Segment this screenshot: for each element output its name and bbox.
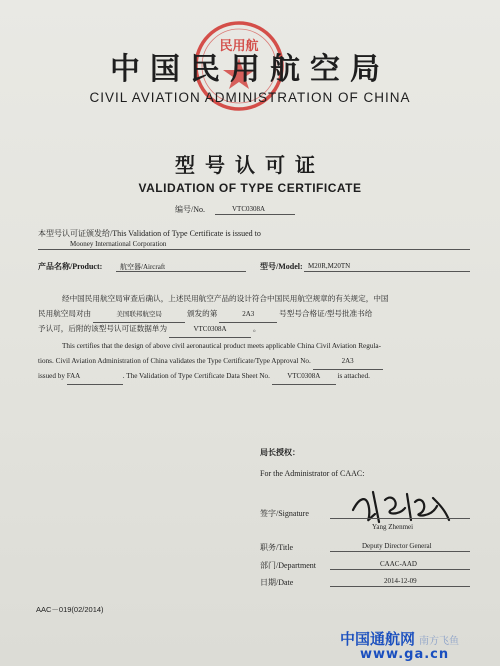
form-number: AAC－019(02/2014) (36, 605, 104, 614)
model-value: M20R,M20TN (308, 262, 351, 270)
para-cn-line2: 民用航空局对由 美国联邦航空局 颁发的第 2A3 号型号合格证/型号批准书给 (38, 306, 468, 323)
watermark-name: 中国通航网 (340, 630, 416, 648)
para-cn-tc-number: 2A3 (219, 307, 277, 323)
title-value: Deputy Director General (362, 542, 432, 550)
model-label: 型号/Model: (260, 262, 303, 271)
number-label: 编号/No. (175, 205, 205, 214)
product-label: 产品名称/Product: (38, 262, 103, 271)
para-en-issuer: FAA (67, 369, 123, 385)
authority-cn: 局长授权： (260, 448, 300, 457)
doc-title-cn: 型号认可证 (175, 153, 325, 177)
number-value: VTC0308A (232, 205, 266, 213)
para-en-line1: This certifies that the design of above civil aeronautical product meets applicable China Civil Aviation Regula- (62, 342, 382, 350)
para-en-line2: tions. Civil Aviation Administration of China validates the Type Certificate/Type Approval No. 2A3 (38, 354, 468, 370)
watermark-logo (340, 628, 459, 649)
department-value: CAAC-AAD (380, 560, 417, 568)
watermark-alt: 南方飞鱼 (419, 636, 460, 647)
authority-en: For the Administrator of CAAC: (260, 469, 365, 478)
department-label: 部门/Department (260, 561, 316, 570)
para-en-datasheet-number: VTC0308A (272, 369, 336, 385)
watermark-url: www.ga.cn (360, 647, 450, 662)
signature-name: Yang Zhenmei (372, 523, 414, 531)
title-label: 职务/Title (260, 543, 294, 552)
date-label: 日期/Date (260, 578, 294, 587)
issued-to-value: Mooney International Corporation (70, 240, 167, 248)
para-cn-datasheet-number: VTC0308A (169, 322, 251, 338)
para-en-tc-number: 2A3 (313, 354, 383, 370)
product-value: 航空器/Aircraft (120, 263, 166, 271)
org-name-cn: 中国民用航空局 (110, 52, 390, 87)
signature-label: 签字/Signature (260, 509, 309, 518)
doc-title-en: VALIDATION OF TYPE CERTIFICATE (138, 181, 362, 195)
para-en-line3: issued by FAA . The Validation of Type Certificate Data Sheet No. VTC0308A is attached. (38, 369, 468, 385)
date-value: 2014-12-09 (384, 577, 417, 585)
para-cn-line1: 经中国民用航空局审查后确认，上述民用航空产品的设计符合中国民用航空规章的有关规定，中国 (62, 294, 389, 303)
issued-to-label: 本型号认可证颁发给/This Validation of Type Certificate is issued to (38, 229, 261, 238)
para-cn-line3: 予认可，后附的该型号认可证数据单为 VTC0308A 。 (38, 321, 468, 338)
para-cn-issuer: 美国联邦航空局 (93, 307, 185, 323)
seal-text: 民用航 (219, 39, 259, 54)
org-name-en: CIVIL AVIATION ADMINISTRATION OF CHINA (89, 90, 411, 105)
